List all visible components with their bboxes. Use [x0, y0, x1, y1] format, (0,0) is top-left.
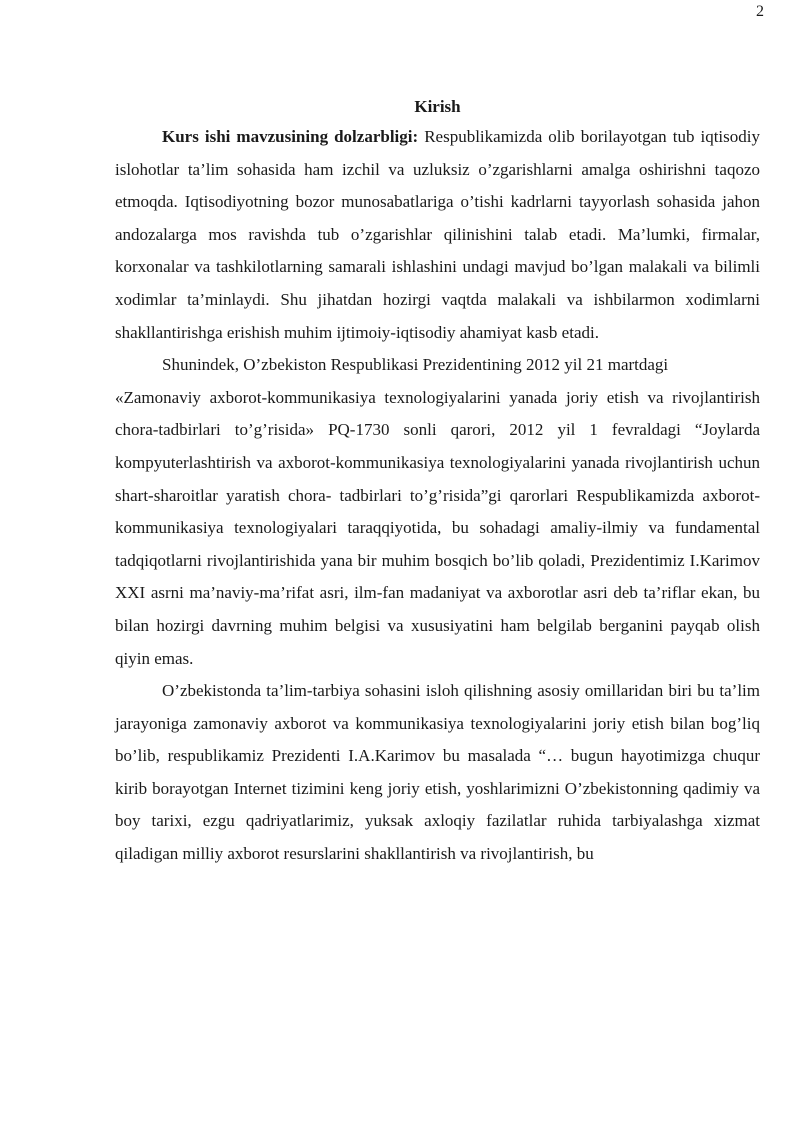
paragraph-lead-label: Kurs ishi mavzusining dolzarbligi:: [162, 127, 419, 146]
paragraph-text: «Zamonaviy axborot-kommunikasiya texnologiyalarini yanada joriy etish va rivojlantirish chora-tadbirlari to’g’risida» PQ-1730 sonli qarori, 2012 yil 1 fevraldagi “Joylarda kompyuterlashtirish va axborot-kommunikasiya texnologiyalarini yanada rivojlantirish uchun shart-sharoitlar yaratish chora- tadbirlari to’g’risida”gi qarorlari Respublikamizda axborot-kommunikasiya texnologiyalari taraqqiyotida, bu sohadagi amaliy-ilmiy va fundamental tadqiqotlarni rivojlantirishida yana bir muhim bosqich bo’lib qoladi, Prezidentimiz I.Karimov XXI asrni ma’naviy-ma’rifat asri, ilm-fan madaniyat va axborotlar asri deb ta’riflar ekan, bu bilan hozirgi davrning muhim belgisi va xususiyatini ham belgilab berganini payqab olish qiyin emas.: [115, 387, 760, 668]
section-title: Kirish: [414, 97, 461, 116]
paragraph-decree-intro: [115, 349, 760, 382]
paragraph-text: Shunindek, O’zbekiston Respublikasi Prezidentining 2012 yil 21 martdagi: [162, 355, 669, 375]
page-number: 2: [756, 3, 764, 20]
document-body: [115, 93, 760, 871]
paragraph-education-reform: [115, 675, 760, 871]
paragraph-text: Respublikamizda olib borilayotgan tub iqtisodiy islohotlar ta’lim sohasida ham izchil va uzluksiz o’zgarishlarni amalga oshirishni taqozo etmoqda. Iqtisodiyotning bozor munosabatlariga o’tishi kadrlarni tayyorlash sohasida jahon andozalarga mos ravishda tub o’zgarishlar qilinishini talab etadi. Ma’lumki, firmalar, korxonalar va tashkilotlarning samarali ishlashini undagi mavjud bo’lgan malakali va bilimli xodimlar ta’minlaydi. Shu jihatdan hozirgi vaqtda malakali va ishbilarmon xodimlarni shakllantirishga erishish muhim ijtimoiy-iqtisodiy ahamiyat kasb etadi.: [115, 127, 760, 342]
paragraph-relevance: [115, 121, 760, 349]
paragraph-decrees: [115, 382, 760, 675]
paragraph-text: O’zbekistonda ta’lim-tarbiya sohasini isloh qilishning asosiy omillaridan biri bu ta’lim jarayoniga zamonaviy axborot va kommunikasiya texnologiyalarini joriy etish bilan bog’liq bo’lib, respublikamiz Prezidenti I.A.Karimov bu masalada “… bugun hayotimizga chuqur kirib borayotgan Internet tizimini keng joriy etish, yoshlarimizni O’zbekistonning qadimiy va boy tarixi, ezgu qadriyatlarimiz, yuksak axloqiy fazilatlar ruhida tarbiyalashga xizmat qiladigan milliy axborot resurslarini shakllantirish va rivojlantirish, bu: [115, 681, 760, 864]
